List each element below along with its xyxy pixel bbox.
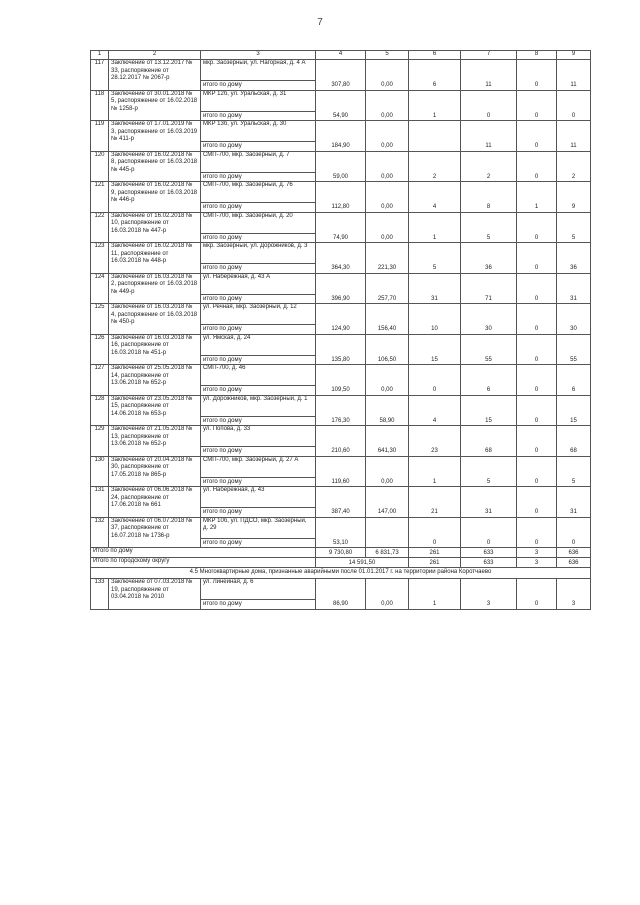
- address-text: МКР 10б, ул. ПДСО, мкр. Заозерный, д. 29: [201, 518, 315, 539]
- document-cell: Заключение от 07.03.2018 № 19, распоряжение от 03.04.2018 № 2010: [109, 579, 201, 610]
- value-cell-c7: 8: [461, 182, 517, 213]
- sum-value-c7: 633: [461, 548, 517, 558]
- house-total-label: итого по дому: [203, 204, 242, 210]
- document-cell: Заключение от 30.01.2018 № 5, распоряжение от 16.02.2018 № 1258-р: [109, 90, 201, 121]
- page-number: 7: [317, 17, 323, 28]
- address-cell: [201, 395, 316, 426]
- value-cell-c7: 11: [461, 121, 517, 152]
- header-cell: 7: [461, 51, 517, 60]
- sum-value-c9: 636: [557, 548, 591, 558]
- address-text: ул. Попова, д. 33: [201, 426, 315, 447]
- value-cell-c9: 15: [557, 395, 591, 426]
- value-cell-c6: [409, 121, 461, 152]
- value-cell-c9: 0: [557, 90, 591, 121]
- value-cell-c6: 2: [409, 151, 461, 182]
- address-cell: [201, 90, 316, 121]
- sum-value-c8: 3: [517, 558, 557, 568]
- value-cell-c4: 364,30: [316, 243, 366, 274]
- sum-row-district: [91, 558, 591, 568]
- value-cell-c6: 6: [409, 60, 461, 91]
- value-cell-c5: 147,00: [366, 487, 409, 518]
- document-cell: Заключение от 16.03.2018 № 2, распоряжение от 16.03.2018 № 449-р: [109, 273, 201, 304]
- address-cell: [201, 60, 316, 91]
- sum-value-c9: 636: [557, 558, 591, 568]
- value-cell-c5: 0,00: [366, 182, 409, 213]
- value-cell-c7: 15: [461, 395, 517, 426]
- value-cell-c8: 0: [517, 579, 557, 610]
- value-cell-c9: 9: [557, 182, 591, 213]
- value-cell-c8: 0: [517, 121, 557, 152]
- value-cell-c6: 0: [409, 517, 461, 548]
- document-cell: Заключение от 20.04.2018 № 30, распоряжение от 17.05.2018 № 865-р: [109, 456, 201, 487]
- value-cell-c4: 86,90: [316, 579, 366, 610]
- address-cell: [201, 517, 316, 548]
- address-text: МКР 13б, ул. Уральская, д. 30: [201, 121, 315, 142]
- house-total-label: итого по дому: [203, 356, 242, 363]
- table-row: [91, 395, 591, 426]
- value-cell-c8: 0: [517, 395, 557, 426]
- value-cell-c8: 0: [517, 243, 557, 274]
- document-cell: Заключение от 13.12.2017 № 33, распоряжение от 28.12.2017 № 2067-р: [109, 60, 201, 91]
- value-cell-c4: 387,40: [316, 487, 366, 518]
- value-cell-c9: 31: [557, 273, 591, 304]
- value-cell-c6: 1: [409, 212, 461, 243]
- value-cell-c5: 221,30: [366, 243, 409, 274]
- value-cell-c8: 0: [517, 273, 557, 304]
- sum-row-house: [91, 548, 591, 558]
- house-total-label: итого по дому: [203, 82, 242, 88]
- document-cell: Заключение от 21.05.2018 № 13, распоряжение от 13.06.2018 № 652-р: [109, 426, 201, 457]
- table-row: [91, 243, 591, 274]
- table-row: [91, 517, 591, 548]
- value-cell-c7: 2: [461, 151, 517, 182]
- value-cell-c6: 15: [409, 334, 461, 365]
- row-number: 125: [91, 304, 109, 335]
- table-row: [91, 579, 591, 610]
- row-number: 121: [91, 182, 109, 213]
- sum-value-c5: 6 831,73: [366, 548, 409, 558]
- header-cell: 9: [557, 51, 591, 60]
- header-cell: 6: [409, 51, 461, 60]
- document-cell: Заключение от 16.02.2018 № 8, распоряжение от 16.03.2018 № 445-р: [109, 151, 201, 182]
- value-cell-c8: 0: [517, 334, 557, 365]
- value-cell-c8: 0: [517, 304, 557, 335]
- header-cell: 4: [316, 51, 366, 60]
- house-total-label: итого по дому: [203, 173, 242, 180]
- header-cell: 5: [366, 51, 409, 60]
- address-text: ул. Линейная, д. 6: [201, 579, 315, 600]
- table-row: [91, 90, 591, 121]
- section-row: [91, 568, 591, 579]
- value-cell-c4: 54,90: [316, 90, 366, 121]
- address-cell: [201, 365, 316, 396]
- address-text: мкр. Заозерный, ул. Нагорная, д. 4 А: [201, 60, 315, 81]
- value-cell-c5: 0,00: [366, 90, 409, 121]
- table-row: [91, 121, 591, 152]
- address-cell: [201, 121, 316, 152]
- sum-value-c7: 633: [461, 558, 517, 568]
- address-cell: [201, 151, 316, 182]
- value-cell-c9: 6: [557, 365, 591, 396]
- document-cell: Заключение от 16.02.2018 № 11, распоряжение от 16.03.2018 № 448-р: [109, 243, 201, 274]
- row-number: 130: [91, 456, 109, 487]
- value-cell-c7: 71: [461, 273, 517, 304]
- value-cell-c6: 1: [409, 579, 461, 610]
- sum-label: Итого по дому: [91, 548, 316, 558]
- value-cell-c6: 10: [409, 304, 461, 335]
- value-cell-c4: 176,30: [316, 395, 366, 426]
- value-cell-c7: 3: [461, 579, 517, 610]
- value-cell-c6: 0: [409, 365, 461, 396]
- value-cell-c7: 6: [461, 365, 517, 396]
- value-cell-c6: 31: [409, 273, 461, 304]
- value-cell-c8: 0: [517, 487, 557, 518]
- value-cell-c8: 0: [517, 60, 557, 91]
- value-cell-c5: 257,70: [366, 273, 409, 304]
- address-text: СМП-700, мкр. Заозерный, д. 20: [201, 213, 315, 234]
- address-text: мкр. Заозерный, ул. Дорожников, д. 3: [201, 243, 315, 264]
- row-number: 133: [91, 579, 109, 610]
- address-cell: [201, 273, 316, 304]
- address-text: ул. Дорожников, мкр. Заозерный, д. 1: [201, 396, 315, 417]
- value-cell-c4: 124,90: [316, 304, 366, 335]
- value-cell-c8: 0: [517, 365, 557, 396]
- house-total-label: итого по дому: [203, 295, 242, 302]
- table-row: [91, 151, 591, 182]
- value-cell-c7: 0: [461, 90, 517, 121]
- sum-value-area: 14 591,50: [316, 558, 409, 568]
- value-cell-c4: 184,90: [316, 121, 366, 152]
- address-text: ул. Набережная, д. 43: [201, 487, 315, 508]
- value-cell-c9: 30: [557, 304, 591, 335]
- value-cell-c6: 21: [409, 487, 461, 518]
- value-cell-c4: 74,90: [316, 212, 366, 243]
- value-cell-c9: 5: [557, 212, 591, 243]
- table-row: [91, 487, 591, 518]
- house-total-label: итого по дому: [203, 417, 242, 424]
- value-cell-c7: 68: [461, 426, 517, 457]
- header-cell: 2: [109, 51, 201, 60]
- table-row: [91, 273, 591, 304]
- sum-value-c4: 9 730,80: [316, 548, 366, 558]
- value-cell-c7: 5: [461, 212, 517, 243]
- value-cell-c5: 156,40: [366, 304, 409, 335]
- address-cell: [201, 456, 316, 487]
- table-row: [91, 182, 591, 213]
- row-number: 123: [91, 243, 109, 274]
- house-total-label: итого по дому: [203, 234, 242, 241]
- row-number: 128: [91, 395, 109, 426]
- address-text: ул. Набережная, д. 43 А: [201, 274, 315, 295]
- header-cell: 8: [517, 51, 557, 60]
- house-total-label: итого по дому: [203, 387, 242, 393]
- address-text: ул. Ямская, д. 24: [201, 335, 315, 356]
- value-cell-c5: 641,30: [366, 426, 409, 457]
- value-cell-c4: 112,80: [316, 182, 366, 213]
- value-cell-c4: 135,80: [316, 334, 366, 365]
- value-cell-c8: 0: [517, 517, 557, 548]
- value-cell-c4: 59,00: [316, 151, 366, 182]
- sum-value-c6: 261: [409, 558, 461, 568]
- document-cell: Заключение от 16.02.2018 № 10, распоряжение от 16.03.2018 № 447-р: [109, 212, 201, 243]
- value-cell-c5: [366, 517, 409, 548]
- value-cell-c7: 55: [461, 334, 517, 365]
- document-cell: Заключение от 16.03.2018 № 4, распоряжение от 16.03.2018 № 450-р: [109, 304, 201, 335]
- value-cell-c9: 3: [557, 579, 591, 610]
- value-cell-c6: 1: [409, 456, 461, 487]
- housing-table: [90, 50, 591, 610]
- address-cell: [201, 182, 316, 213]
- value-cell-c4: 119,60: [316, 456, 366, 487]
- value-cell-c6: 1: [409, 90, 461, 121]
- value-cell-c9: 11: [557, 60, 591, 91]
- value-cell-c4: 53,10: [316, 517, 366, 548]
- value-cell-c7: 0: [461, 517, 517, 548]
- address-text: СМП-700, мкр. Заозерный, д. 27 А: [201, 457, 315, 478]
- value-cell-c6: 4: [409, 182, 461, 213]
- value-cell-c4: 307,80: [316, 60, 366, 91]
- row-number: 126: [91, 334, 109, 365]
- house-total-label: итого по дому: [203, 143, 242, 149]
- value-cell-c7: 5: [461, 456, 517, 487]
- value-cell-c9: 0: [557, 517, 591, 548]
- value-cell-c8: 0: [517, 456, 557, 487]
- value-cell-c5: 0,00: [366, 212, 409, 243]
- value-cell-c5: 0,00: [366, 60, 409, 91]
- document-cell: Заключение от 17.01.2019 № 3, распоряжение от 16.03.2019 № 411-р: [109, 121, 201, 152]
- table-row: [91, 426, 591, 457]
- value-cell-c6: 5: [409, 243, 461, 274]
- value-cell-c7: 31: [461, 487, 517, 518]
- value-cell-c7: 11: [461, 60, 517, 91]
- header-cell: 1: [91, 51, 109, 60]
- value-cell-c5: 0,00: [366, 579, 409, 610]
- address-text: СМП-700, мкр. Заозерный, д. 7: [201, 152, 315, 173]
- document-cell: Заключение от 23.05.2018 № 15, распоряжение от 14.06.2018 № 653-р: [109, 395, 201, 426]
- value-cell-c7: 30: [461, 304, 517, 335]
- table-row: [91, 365, 591, 396]
- address-text: ул. Речная, мкр. Заозерный, д. 12: [201, 304, 315, 325]
- value-cell-c5: 58,90: [366, 395, 409, 426]
- value-cell-c4: 210,60: [316, 426, 366, 457]
- table-row: [91, 456, 591, 487]
- value-cell-c9: 5: [557, 456, 591, 487]
- house-total-label: итого по дому: [203, 112, 242, 119]
- row-number: 120: [91, 151, 109, 182]
- row-number: 122: [91, 212, 109, 243]
- address-text: СМП-700, д. 46: [201, 365, 315, 386]
- table-row: [91, 334, 591, 365]
- document-cell: Заключение от 06.06.2018 № 24, распоряжение от 17.06.2018 № 661: [109, 487, 201, 518]
- row-number: 119: [91, 121, 109, 152]
- table-row: [91, 212, 591, 243]
- document-cell: Заключение от 25.05.2018 № 14, распоряжение от 13.06.2018 № 652-р: [109, 365, 201, 396]
- value-cell-c9: 68: [557, 426, 591, 457]
- value-cell-c9: 2: [557, 151, 591, 182]
- value-cell-c8: 0: [517, 212, 557, 243]
- value-cell-c5: 106,50: [366, 334, 409, 365]
- value-cell-c5: 0,00: [366, 365, 409, 396]
- sum-value-c8: 3: [517, 548, 557, 558]
- row-number: 117: [91, 60, 109, 91]
- sum-label: Итого по городскому округу: [91, 558, 316, 568]
- row-number: 131: [91, 487, 109, 518]
- value-cell-c7: 36: [461, 243, 517, 274]
- header-row: [91, 51, 591, 60]
- house-total-label: итого по дому: [203, 265, 242, 271]
- document-cell: Заключение от 06.07.2018 № 37, распоряжение от 16.07.2018 № 1736-р: [109, 517, 201, 548]
- value-cell-c8: 0: [517, 90, 557, 121]
- value-cell-c5: 0,00: [366, 151, 409, 182]
- value-cell-c9: 11: [557, 121, 591, 152]
- address-cell: [201, 243, 316, 274]
- value-cell-c9: 31: [557, 487, 591, 518]
- header-cell: 3: [201, 51, 316, 60]
- value-cell-c4: 396,90: [316, 273, 366, 304]
- row-number: 129: [91, 426, 109, 457]
- value-cell-c5: 0,00: [366, 456, 409, 487]
- document-cell: Заключение от 16.02.2018 № 9, распоряжение от 16.03.2018 № 446-р: [109, 182, 201, 213]
- row-number: 132: [91, 517, 109, 548]
- house-total-label: итого по дому: [203, 326, 242, 332]
- sum-value-c6: 261: [409, 548, 461, 558]
- house-total-label: итого по дому: [203, 478, 242, 485]
- value-cell-c6: 23: [409, 426, 461, 457]
- row-number: 118: [91, 90, 109, 121]
- house-total-label: итого по дому: [203, 539, 242, 546]
- address-cell: [201, 579, 316, 610]
- address-cell: [201, 334, 316, 365]
- value-cell-c8: 0: [517, 151, 557, 182]
- value-cell-c8: 0: [517, 426, 557, 457]
- row-number: 127: [91, 365, 109, 396]
- table-row: [91, 304, 591, 335]
- address-cell: [201, 304, 316, 335]
- value-cell-c9: 55: [557, 334, 591, 365]
- value-cell-c5: 0,00: [366, 121, 409, 152]
- value-cell-c4: 109,50: [316, 365, 366, 396]
- house-total-label: итого по дому: [203, 509, 242, 515]
- address-cell: [201, 426, 316, 457]
- address-text: СМП-700, мкр. Заозерный, д. 76: [201, 182, 315, 203]
- house-total-label: итого по дому: [203, 601, 242, 607]
- house-total-label: итого по дому: [203, 448, 242, 454]
- value-cell-c9: 36: [557, 243, 591, 274]
- value-cell-c8: 1: [517, 182, 557, 213]
- address-cell: [201, 487, 316, 518]
- value-cell-c6: 4: [409, 395, 461, 426]
- row-number: 124: [91, 273, 109, 304]
- section-title: 4.5 Многоквартирные дома, признанные аварийными после 01.01.2017 г. на территории района Коротчаево: [91, 568, 591, 579]
- address-text: МКР 12б, ул. Уральская, д. 31: [201, 91, 315, 112]
- address-cell: [201, 212, 316, 243]
- table-row: [91, 60, 591, 91]
- document-cell: Заключение от 16.03.2018 № 16, распоряжение от 16.03.2018 № 451-р: [109, 334, 201, 365]
